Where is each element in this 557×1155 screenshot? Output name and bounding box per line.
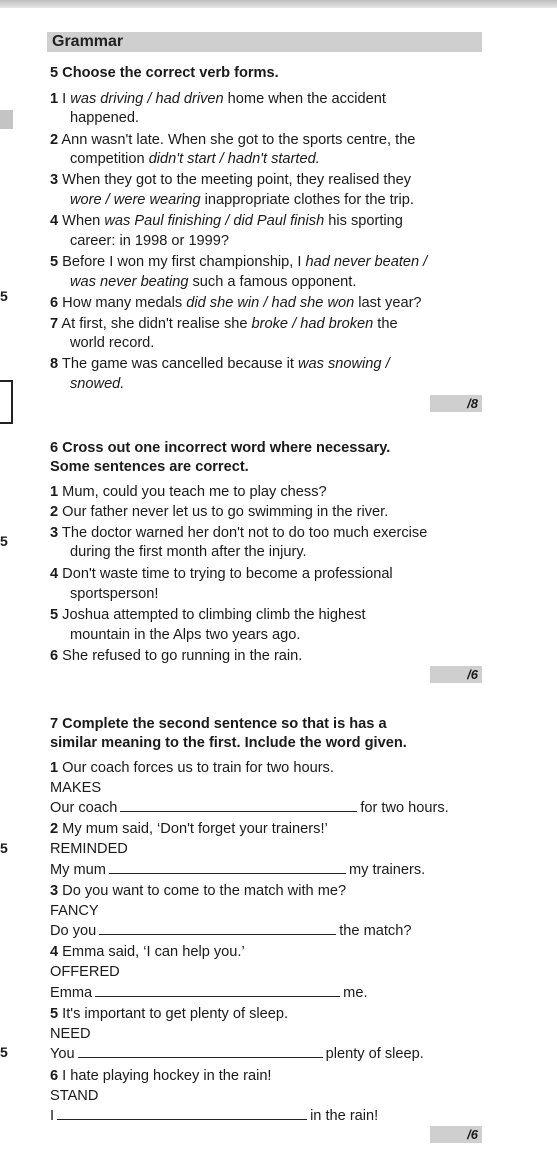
ex7-item-6: 6 I hate playing hockey in the rain! — [50, 1068, 272, 1084]
ex7-item-4-answer: Emma me. — [50, 985, 368, 1001]
ex6-item-4-cont: sportsperson! — [70, 586, 159, 602]
margin-box — [0, 380, 13, 424]
ex7-item-6-answer: I in the rain! — [50, 1108, 379, 1124]
ex7-item-2-keyword: REMINDED — [50, 841, 128, 857]
ex5-item-8: 8 The game was cancelled because it was snowing / — [50, 356, 390, 372]
answer-blank[interactable] — [120, 798, 357, 812]
ex5-item-4-cont: career: in 1998 or 1999? — [70, 233, 230, 249]
ex7-item-5-keyword: NEED — [50, 1026, 91, 1042]
ex7-item-1: 1 Our coach forces us to train for two hours. — [50, 760, 334, 776]
margin-mark: 5 — [0, 1044, 8, 1060]
ex5-item-7: 7 At first, she didn't realise she broke / had broken the — [50, 316, 398, 332]
ex7-item-5: 5 It's important to get plenty of sleep. — [50, 1006, 289, 1022]
top-border — [0, 0, 557, 8]
ex6-item-2: 2 Our father never let us to go swimming in the river. — [50, 504, 389, 520]
ex5-item-4: 4 When was Paul finishing / did Paul finish his sporting — [50, 213, 403, 229]
ex5-item-6: 6 How many medals did she win / had she won last year? — [50, 295, 422, 311]
ex7-item-4-keyword: OFFERED — [50, 964, 120, 980]
ex6-heading-line1: 6 Cross out one incorrect word where necessary. — [50, 440, 391, 456]
ex7-item-1-answer: Our coach for two hours. — [50, 800, 449, 816]
answer-blank[interactable] — [95, 983, 340, 997]
ex7-item-4: 4 Emma said, ‘I can help you.’ — [50, 944, 245, 960]
ex5-item-1: 1 I was driving / had driven home when the accident — [50, 91, 386, 107]
ex7-item-1-keyword: MAKES — [50, 780, 102, 796]
ex6-item-3-cont: during the first month after the injury. — [70, 544, 307, 560]
ex5-item-8-cont: snowed. — [70, 376, 125, 392]
ex6-item-1: 1 Mum, could you teach me to play chess? — [50, 484, 327, 500]
ex7-score-box: /6 — [430, 1126, 482, 1143]
margin-mark: 5 — [0, 533, 8, 549]
answer-blank[interactable] — [57, 1106, 307, 1120]
ex7-item-3-answer: Do you the match? — [50, 923, 412, 939]
ex7-heading-line2: similar meaning to the first. Include the word given. — [50, 735, 407, 751]
ex6-item-5-cont: mountain in the Alps two years ago. — [70, 627, 301, 643]
ex5-item-5-cont: was never beating such a famous opponent. — [70, 274, 357, 290]
ex5-item-3-cont: wore / were wearing inappropriate clothes for the trip. — [70, 192, 414, 208]
ex5-item-2-cont: competition didn't start / hadn't started. — [70, 151, 320, 167]
ex7-item-5-answer: You plenty of sleep. — [50, 1046, 424, 1062]
ex6-item-3: 3 The doctor warned her don't not to do too much exercise — [50, 525, 428, 541]
ex6-score-box: /6 — [430, 666, 482, 683]
ex6-item-4: 4 Don't waste time to trying to become a professional — [50, 566, 393, 582]
ex7-item-6-keyword: STAND — [50, 1088, 99, 1104]
ex5-heading: 5 Choose the correct verb forms. — [50, 65, 279, 81]
margin-mark: 5 — [0, 288, 8, 304]
ex7-heading-line1: 7 Complete the second sentence so that is has a — [50, 716, 387, 732]
section-title: Grammar — [52, 33, 124, 50]
ex7-item-2: 2 My mum said, ‘Don't forget your trainers!’ — [50, 821, 328, 837]
answer-blank[interactable] — [99, 921, 336, 935]
answer-blank[interactable] — [109, 860, 346, 874]
ex6-heading-line2: Some sentences are correct. — [50, 459, 249, 475]
ex6-item-6: 6 She refused to go running in the rain. — [50, 648, 303, 664]
ex5-item-5: 5 Before I won my first championship, I had never beaten / — [50, 254, 428, 270]
margin-mark: 5 — [0, 840, 8, 856]
ex5-item-3: 3 When they got to the meeting point, they realised they — [50, 172, 412, 188]
ex7-item-3: 3 Do you want to come to the match with me? — [50, 883, 347, 899]
ex6-item-5: 5 Joshua attempted to climbing climb the highest — [50, 607, 366, 623]
ex5-item-2: 2 Ann wasn't late. When she got to the sports centre, the — [50, 132, 416, 148]
ex7-item-2-answer: My mum my trainers. — [50, 862, 426, 878]
ex7-item-3-keyword: FANCY — [50, 903, 99, 919]
ex5-item-1-cont: happened. — [70, 110, 139, 126]
answer-blank[interactable] — [78, 1044, 323, 1058]
margin-grey-block — [0, 110, 13, 129]
ex5-score-box: /8 — [430, 395, 482, 412]
ex5-item-7-cont: world record. — [70, 335, 155, 351]
